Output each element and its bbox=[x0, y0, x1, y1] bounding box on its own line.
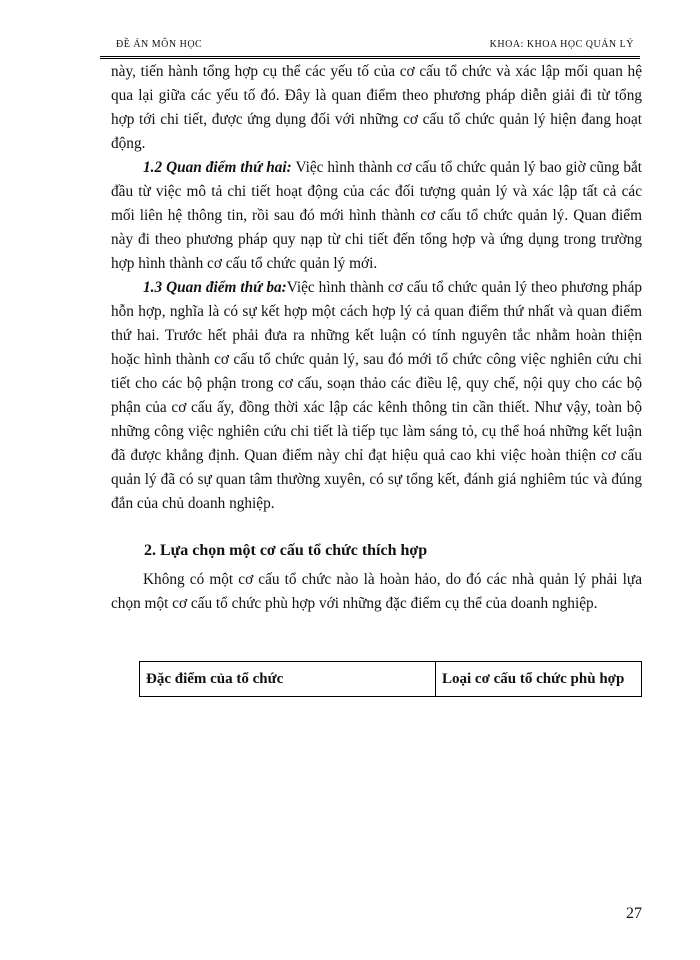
page-number: 27 bbox=[626, 905, 642, 922]
table-header-characteristics: Đặc điểm của tổ chức bbox=[140, 662, 436, 697]
section-heading: 2. Lựa chọn một cơ cấu tổ chức thích hợp bbox=[144, 542, 428, 559]
paragraph-viewpoint-three bbox=[111, 276, 642, 516]
viewpoint-two-body: Việc hình thành cơ cấu tổ chức quản lý bao giờ cũng bắt đầu từ việc mô tả chi tiết hoạt động của các đối tượng quản lý và xác lập tất cả các mối liên hệ thông tin, rồi sau đó mới hình thành cơ cấu tổ chức quản lý. Quan điểm này đi theo phương pháp quy nạp từ chi tiết đến tổng hợp và ứng dụng trong trường hợp hình thành cơ cấu tổ chức quản lý mới. bbox=[111, 159, 643, 272]
section-intro-block bbox=[111, 568, 642, 616]
viewpoint-three-body: Việc hình thành cơ cấu tổ chức quản lý theo phương pháp hỗn hợp, nghĩa là có sự kết hợp một cách hợp lý cả quan điểm thứ nhất và quan điểm thứ hai. Trước hết phải đưa ra những kết luận có tính nguyên tắc nhằm hoàn thiện hoặc hình thành cơ cấu tổ chức quản lý, sau đó mới tổ chức công việc nghiên cứu chi tiết cho các bộ phận trong cơ cấu, soạn thảo các điều lệ, quy chế, nội quy cho các bộ phận của cơ cấu ấy, đồng thời xác lập các kênh thông tin cần thiết. Như vậy, toàn bộ những công việc nghiên cứu chi tiết là tiếp tục làm sáng tỏ, cụ thể hoá những kết luận đã được khẳng định. Quan điểm này chỉ đạt hiệu quả cao khi việc hoàn thiện cơ cấu quản lý đã có sự quan tâm thường xuyên, có sự tổng kết, đánh giá nghiêm túc và đúng đắn của chủ doanh nghiệp. bbox=[111, 279, 643, 512]
table-header-structure-type: Loại cơ cấu tổ chức phù hợp bbox=[436, 662, 642, 697]
viewpoint-three-lead: 1.3 Quan điểm thứ ba: bbox=[143, 279, 287, 296]
page-header bbox=[100, 34, 640, 59]
header-course-title: ĐỀ ÁN MÔN HỌC bbox=[116, 39, 203, 50]
table-header-row bbox=[140, 662, 642, 697]
structure-table bbox=[139, 661, 642, 697]
section-intro: Không có một cơ cấu tổ chức nào là hoàn hảo, do đó các nhà quản lý phải lựa chọn một cơ cấu tổ chức phù hợp với những đặc điểm cụ thể của doanh nghiệp. bbox=[111, 571, 642, 612]
header-faculty: KHOA: KHOA HỌC QUẢN LÝ bbox=[489, 39, 634, 50]
paragraph-continued: này, tiến hành tổng hợp cụ thể các yếu tố của cơ cấu tổ chức và xác lập mối quan hệ qua lại giữa các yếu tố đó. Đây là quan điểm theo phương pháp diễn giải đi từ tổng hợp tới chi tiết, được ứng dụng đối với những cơ cấu tổ chức quản lý hiện đang hoạt động. bbox=[111, 63, 642, 152]
viewpoint-two-lead: 1.2 Quan điểm thứ hai: bbox=[143, 159, 292, 176]
paragraph-viewpoint-two bbox=[111, 156, 642, 276]
main-text bbox=[111, 60, 642, 516]
